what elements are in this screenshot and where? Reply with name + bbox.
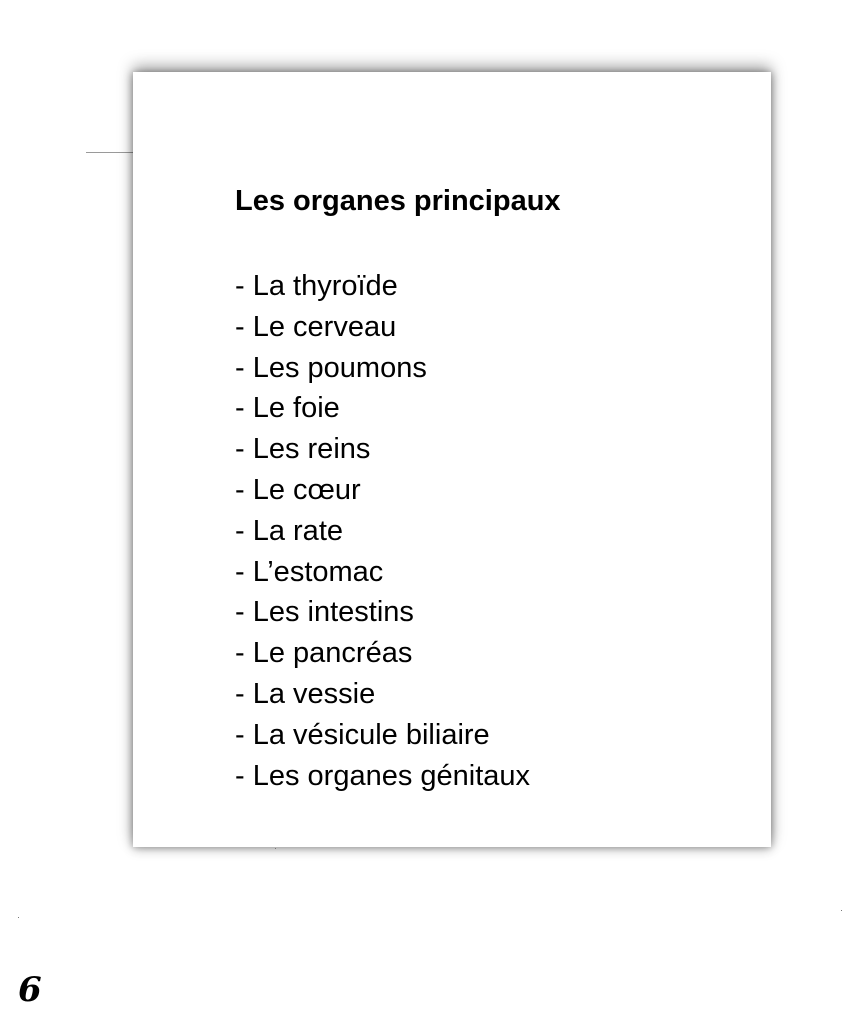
speck-mark [275,848,276,849]
page-number: 6 [18,970,42,1010]
list-item: - Les organes génitaux [235,759,531,792]
list-item: - Le cerveau [235,310,397,343]
stray-line-mark [86,152,136,153]
list-item: - Le foie [235,392,340,425]
speck-mark [18,917,19,918]
document-page [133,72,771,847]
list-item: - Les poumons [235,351,427,384]
list-item: - La vessie [235,677,376,710]
list-item: - L’estomac [235,555,384,588]
list-item: - La thyroïde [235,270,398,302]
list-item: - Les intestins [235,596,414,629]
list-item: - Les reins [235,433,371,466]
speck-mark [841,910,842,911]
list-item: - La rate [235,514,343,547]
list-item: - Le pancréas [235,637,413,670]
list-item: - Le cœur [235,473,361,506]
document-title: Les organes principaux [235,185,561,217]
list-item: - La vésicule biliaire [235,718,490,751]
organ-list [235,266,530,796]
